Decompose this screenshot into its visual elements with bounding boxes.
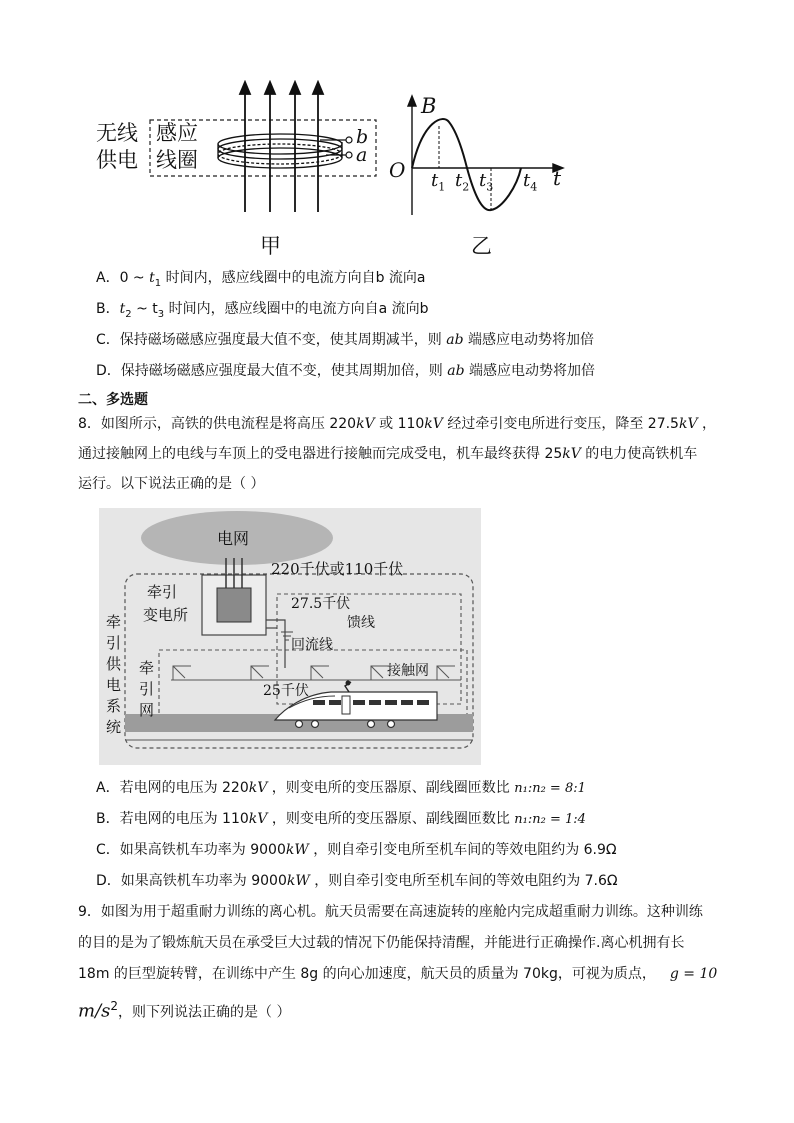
- terminal-b: b: [356, 126, 369, 148]
- wireless-label-2: 供电: [96, 148, 138, 172]
- return-line-label: 回流线: [291, 637, 333, 653]
- substation-label-1: 牵引: [147, 583, 178, 601]
- figure-yi: [385, 90, 575, 260]
- terminal-a: a: [356, 144, 368, 166]
- section-heading: 二、多选题: [78, 392, 148, 408]
- q8-option-b: B．若电网的电压为 110kV ，则变电所的变压器原、副线圈匝数比 n₁:n₂ = 1:4: [96, 811, 586, 827]
- wireless-label-1: 无线: [96, 121, 138, 145]
- q8-line-1: 8．如图所示，高铁的供电流程是将高压 220kV 或 110kV 经过牵引变电所进行变压，降至 27.5kV ，: [78, 416, 717, 432]
- v275-label: 27.5千伏: [291, 596, 351, 612]
- grid-label: 电网: [217, 529, 250, 548]
- q9-line-2: 的目的是为了锻炼航天员在承受巨大过载的情况下仍能保持清醒，并能进行正确操作.离心机拥有长: [78, 935, 685, 951]
- q8-option-d: D．如果高铁机车功率为 9000kW ，则自牵引变电所至机车间的等效电阻约为 7.6Ω: [96, 873, 618, 889]
- system-label: 牵 引 供 电 系 统: [106, 613, 122, 736]
- axis-t-label: t: [553, 166, 562, 190]
- q7-option-b: B．$t_2$ ~ $t_3$ 时间内，感应线圈中的电流方向自a 流向b: [96, 301, 429, 320]
- q7-option-d: D．保持磁场磁感应强度最大值不变，使其周期加倍，则 ab 端感应电动势将加倍: [96, 363, 595, 379]
- figure-jia: [90, 80, 390, 260]
- t1-label: $t_1$: [431, 170, 446, 194]
- t3-label: $t_3$: [479, 170, 494, 194]
- traction-diagram-graphics: [99, 508, 481, 765]
- feeder-label: 馈线: [347, 615, 375, 631]
- caption-jia: 甲: [260, 234, 281, 258]
- q7-option-c: C．保持磁场磁感应强度最大值不变，使其周期减半，则 ab 端感应电动势将加倍: [96, 332, 594, 348]
- v25-label: 25千伏: [263, 683, 309, 699]
- voltage-top-label: 220千伏或110千伏: [271, 560, 404, 578]
- axis-b-label: B: [421, 94, 437, 118]
- origin-label: O: [389, 158, 406, 182]
- q9-line-4: $m/s^2$，则下列说法正确的是（ ）: [78, 999, 291, 1022]
- catenary-label: 接触网: [387, 663, 429, 679]
- q7-option-a: A．0 ~ $t_1$ 时间内，感应线圈中的电流方向自b 流向a: [96, 270, 426, 289]
- q8-line-3: 运行。以下说法正确的是（ ）: [78, 476, 265, 492]
- q9-line-1: 9．如图为用于超重耐力训练的离心机。航天员需要在高速旋转的座舱内完成超重耐力训练。这种训练: [78, 904, 703, 920]
- net-label: 牵 引 网: [139, 659, 155, 719]
- caption-yi: 乙: [471, 234, 492, 258]
- substation-label-2: 变电所: [143, 606, 189, 624]
- t4-label: $t_4$: [523, 170, 538, 194]
- t2-label: $t_2$: [455, 170, 470, 194]
- q8-line-2: 通过接触网上的电线与车顶上的受电器进行接触而完成受电，机车最终获得 25kV 的电力使高铁机车: [78, 446, 698, 462]
- coil-label-1: 感应: [156, 121, 198, 145]
- traction-supply-figure: [99, 508, 481, 765]
- q8-option-c: C．如果高铁机车功率为 9000kW ，则自牵引变电所至机车间的等效电阻约为 6.9Ω: [96, 842, 617, 858]
- q9-line-3: 18m 的巨型旋转臂，在训练中产生 8g 的向心加速度，航天员的质量为 70kg，可视为质点， g = 10: [78, 966, 718, 982]
- coil-label-2: 线圈: [156, 148, 198, 172]
- q8-option-a: A．若电网的电压为 220kV ，则变电所的变压器原、副线圈匝数比 n₁:n₂ = 8:1: [96, 780, 586, 796]
